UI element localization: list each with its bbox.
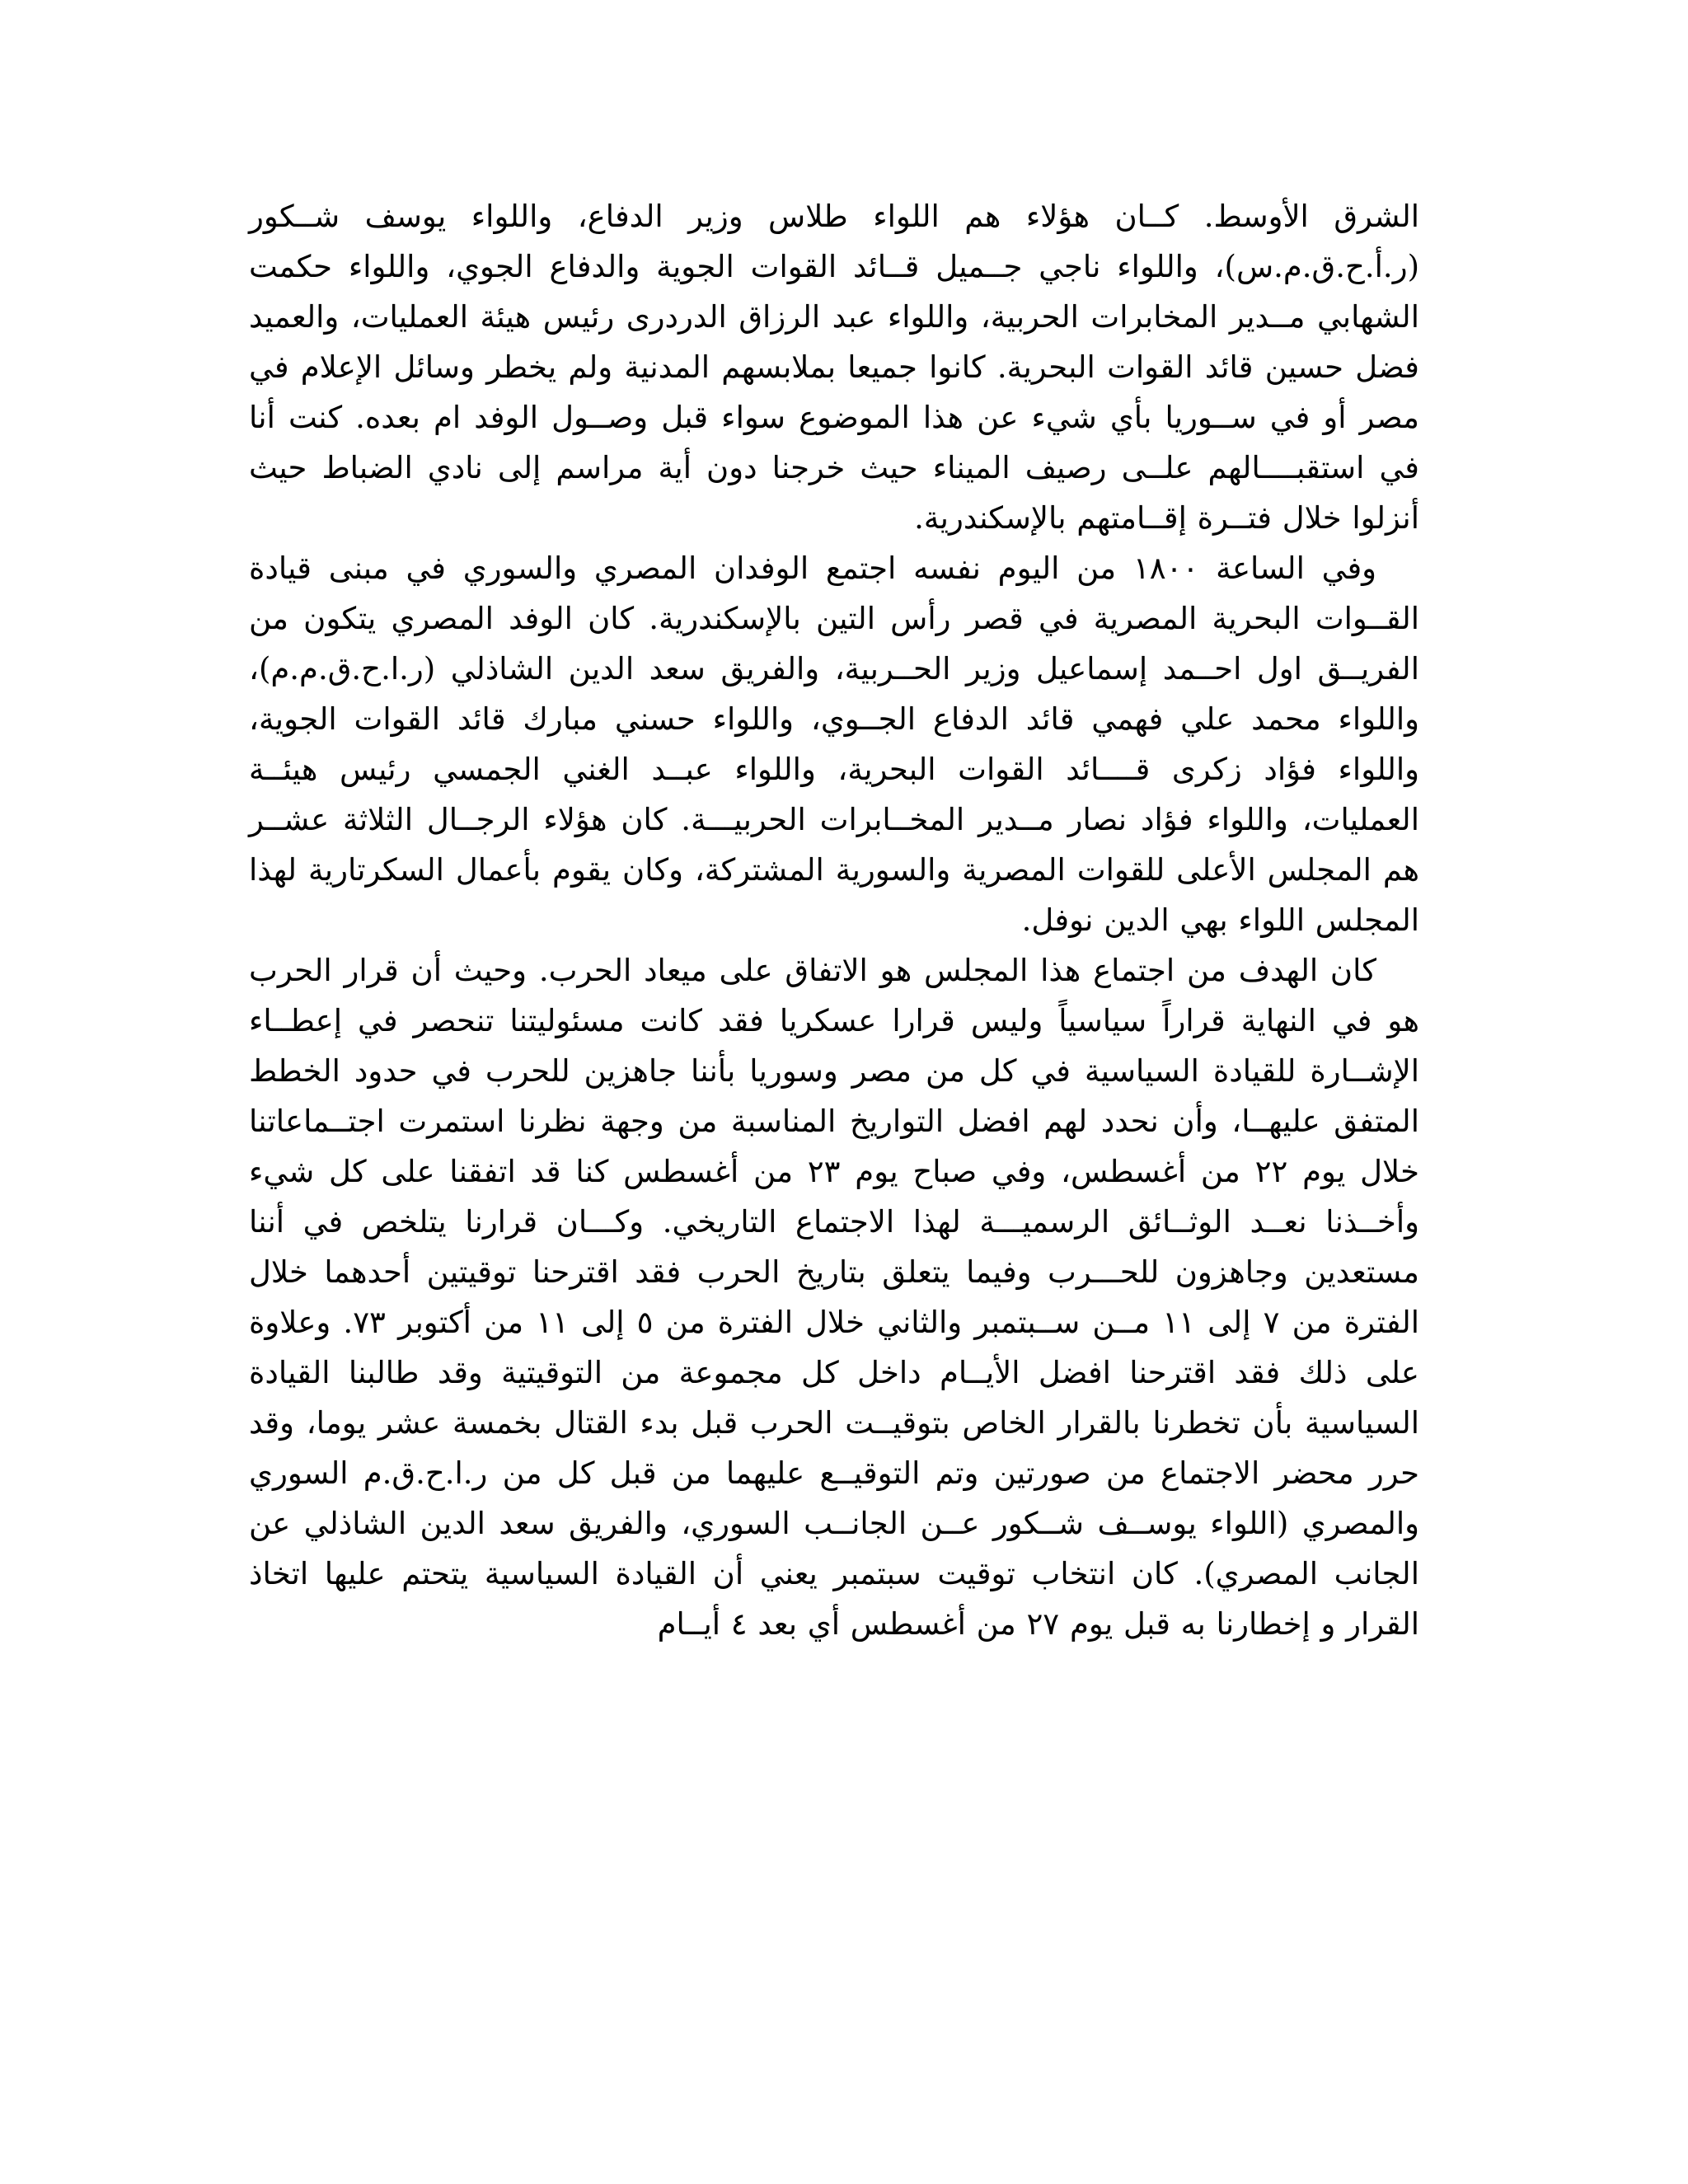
paragraph-3: كان الهدف من اجتماع هذا المجلس هو الاتفاق على ميعاد الحرب. وحيث أن قرار الحرب هو في النهاية قراراً سياسياً وليس قرارا عسكريا فقد كانت مسئوليتنا تنحصر في إعطــاء الإشــارة للقيادة السياسية في كل من مصر وسوريا بأننا جاهزين للحرب في حدود الخطط المتفق عليهــا، وأن نحدد لهم افضل التواريخ المناسبة من وجهة نظرنا استمرت اجتــماعاتنا خلال يوم ٢٢ من أغسطس، وفي صباح يوم ٢٣ من أغسطس كنا قد اتفقنا على كل شيء وأخــذنا نعــد الوثــائق الرسميـــة لهذا الاجتماع التاريخي. وكـــان قرارنا يتلخص في أننا مستعدين وجاهزون للحـــرب وفيما يتعلق بتاريخ الحرب فقد اقترحنا توقيتين أحدهما خلال الفترة من ٧ إلى ١١ مــن ســبتمبر والثاني خلال الفترة من ٥ إلى ١١ من أكتوبر ٧٣. وعلاوة على ذلك فقد اقترحنا افضل الأيــام داخل كل مجموعة من التوقيتية وقد طالبنا القيادة السياسية بأن تخطرنا بالقرار الخاص بتوقيــت الحرب قبل بدء القتال بخمسة عشر يوما، وقد حرر محضر الاجتماع من صورتين وتم التوقيــع عليهما من قبل كل من ر.ا.ح.ق.م السوري والمصري (اللواء يوســف شــكور عــن الجانــب السوري، والفريق سعد الدين الشاذلي عن الجانب المصري). كان انتخاب توقيت سبتمبر يعني أن القيادة السياسية يتحتم عليها اتخاذ القرار و إخطارنا به قبل يوم ٢٧ من أغسطس أي بعد ٤ أيــام [249, 953, 1419, 1642]
paragraph-2: وفي الساعة ١٨٠٠ من اليوم نفسه اجتمع الوفدان المصري والسوري في مبنى قيادة القــوات البحرية المصرية في قصر رأس التين بالإسكندرية. كان الوفد المصري يتكون من الفريــق اول احــمد إسماعيل وزير الحــربية، والفريق سعد الدين الشاذلي (ر.ا.ح.ق.م.م)، واللواء محمد علي فهمي قائد الدفاع الجــوي، واللواء حسني مبارك قائد القوات الجوية، واللواء فؤاد زكرى قــــائد القوات البحرية، واللواء عبــد الغني الجمسي رئيس هيئــة العمليات، واللواء فؤاد نصار مــدير المخــابرات الحربيـــة. كان هؤلاء الرجــال الثلاثة عشــر هم المجلس الأعلى للقوات المصرية والسورية المشتركة، وكان يقوم بأعمال السكرتارية لهذا المجلس اللواء بهي الدين نوفل. [249, 551, 1419, 938]
document-body [249, 191, 1419, 1649]
paragraph-1: الشرق الأوسط. كــان هؤلاء هم اللواء طلاس وزير الدفاع، واللواء يوسف شــكور (ر.أ.ح.ق.م.س)، واللواء ناجي جــميل قــائد القوات الجوية والدفاع الجوي، واللواء حكمت الشهابي مــدير المخابرات الحربية، واللواء عبد الرزاق الدردرى رئيس هيئة العمليات، والعميد فضل حسين قائد القوات البحرية. كانوا جميعا بملابسهم المدنية ولم يخطر وسائل الإعلام في مصر أو في ســوريا بأي شيء عن هذا الموضوع سواء قبل وصــول الوفد ام بعده. كنت أنا في استقبــــالهم علــى رصيف الميناء حيث خرجنا دون أية مراسم إلى نادي الضباط حيث أنزلوا خلال فتــرة إقــامتهم بالإسكندرية. [249, 199, 1419, 536]
